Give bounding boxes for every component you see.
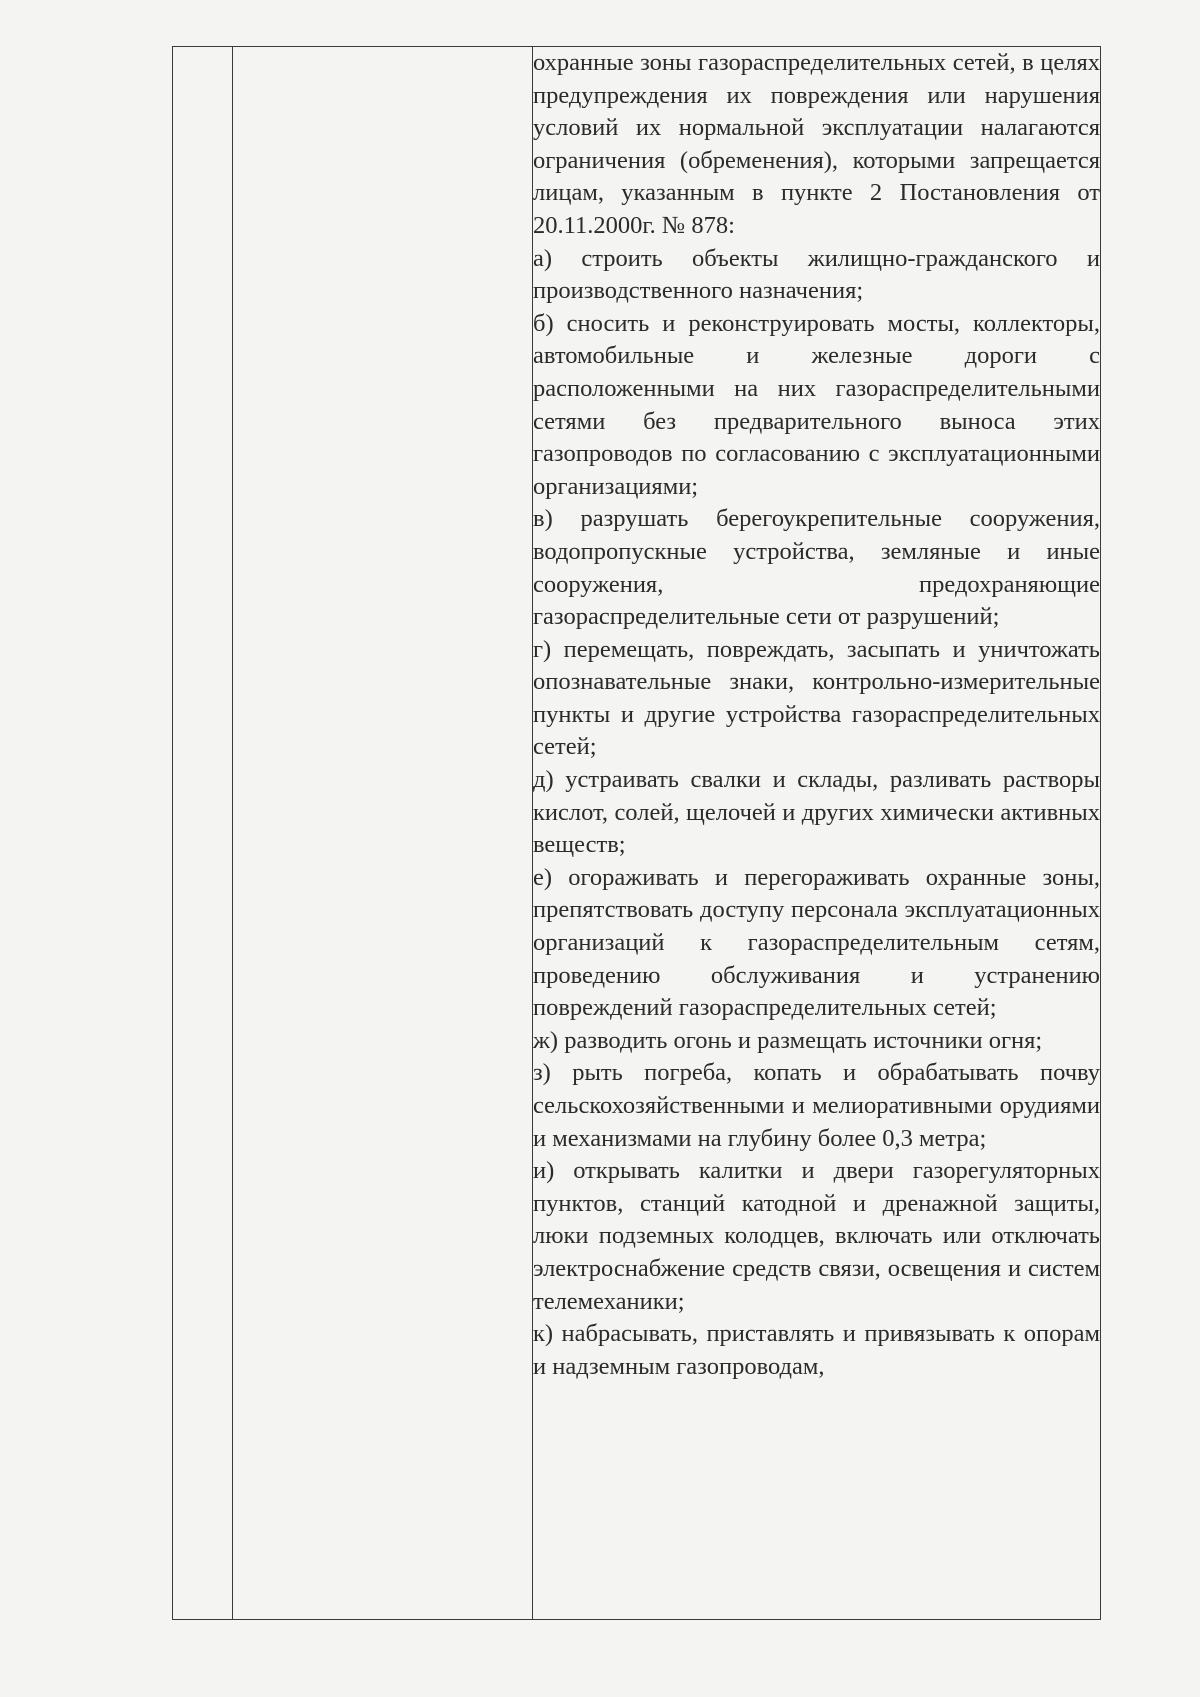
restrictions-text-cell (533, 47, 1101, 1620)
intro-paragraph: охранные зоны газораспределительных сетей, в целях предупреждения их повреждения или нарушения условий их нормальной эксплуатации налагаются ограничения (обременения), которыми запрещается лицам, указанным в пункте 2 Постановления от 20.11.2000г. № 878: (533, 49, 1100, 239)
restriction-item-z: з) рыть погреба, копать и обрабатывать почву сельскохозяйственными и мелиоративными орудиями и механизмами на глубину более 0,3 метра; (533, 1059, 1100, 1152)
number-cell (173, 47, 233, 1620)
restriction-item-k: к) набрасывать, приставлять и привязывать к опорам и надземным газопроводам, (533, 1320, 1100, 1380)
restriction-item-e: е) огораживать и перегораживать охранные зоны, препятствовать доступу персонала эксплуатационных организаций к газораспределительным сетям, проведению обслуживания и устранению повреждений газораспределительных сетей; (533, 863, 1100, 1022)
restriction-item-v: в) разрушать берегоукрепительные сооружения, водопропускные устройства, земляные и иные сооружения, предохраняющие газораспределительные сети от разрушений; (533, 505, 1100, 631)
restriction-item-i: и) открывать калитки и двери газорегуляторных пунктов, станций катодной и дренажной защиты, люки подземных колодцев, включать или отключать электроснабжение средств связи, освещения и систем телемеханики; (533, 1157, 1100, 1315)
document-table (172, 46, 1101, 1620)
restriction-item-b: б) сносить и реконструировать мосты, коллекторы, автомобильные и железные дороги с расположенными на них газораспределительными сетями без предварительного выноса этих газопроводов по согласованию с эксплуатационными организациями; (533, 309, 1100, 500)
restriction-item-g: г) перемещать, повреждать, засыпать и уничтожать опознавательные знаки, контрольно-измерительные пункты и другие устройства газораспределительных сетей; (533, 635, 1100, 761)
restriction-item-zh: ж) разводить огонь и размещать источники огня; (533, 1026, 1043, 1054)
table-row (173, 47, 1101, 1620)
restriction-item-a: а) строить объекты жилищно-гражданского и производственного назначения; (533, 244, 1100, 305)
restriction-item-d: д) устраивать свалки и склады, разливать растворы кислот, солей, щелочей и других химически активных веществ; (533, 766, 1100, 859)
object-cell (233, 47, 533, 1620)
